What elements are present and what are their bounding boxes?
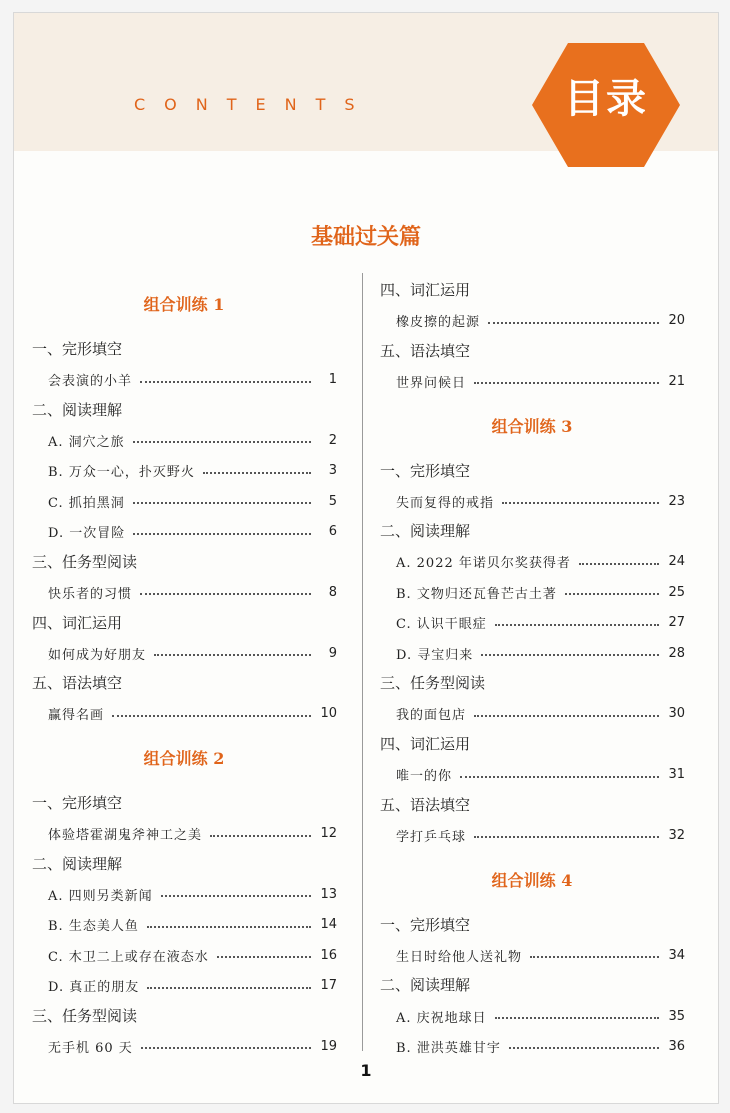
section-title: 一、完形填空 [32,340,123,358]
entry-title: B. 泄洪英雄甘宇 [396,1040,501,1056]
entry-page-number: 17 [320,978,337,994]
group-heading: 组合训练 4 [491,870,573,890]
section-title: 五、语法填空 [380,341,471,360]
toc-entry [31,940,337,970]
dot-leader [210,835,311,837]
dot-leader [140,381,311,383]
dot-leader [203,472,311,474]
entry-title: B. 生态美人鱼 [48,919,139,935]
entry-title: 唯一的你 [396,769,453,785]
section-title: 五、语法填空 [32,674,123,693]
dot-leader [502,502,659,504]
entry-title: D. 一次冒险 [48,526,126,542]
dot-leader [460,776,659,778]
toc-entry [31,699,337,729]
entry-title: 赢得名画 [48,708,105,724]
section-title: 二、阅读理解 [380,522,471,541]
contents-label: CONTENTS [134,95,374,114]
section-title: 三、任务型阅读 [32,1006,138,1025]
entry-title: 橡皮擦的起源 [396,315,481,331]
group-heading: 组合训练 3 [491,416,573,436]
dot-leader [565,593,659,595]
entry-page-number: 16 [320,947,337,963]
entry-page-number: 9 [328,645,337,661]
entry-page-number: 19 [320,1038,337,1054]
entry-page-number: 36 [668,1038,685,1054]
section-title: 三、任务型阅读 [380,674,486,693]
dot-leader [474,382,659,384]
entry-page-number: 31 [668,767,685,783]
entry-page-number: 2 [328,432,337,448]
dot-leader [133,441,311,443]
section-title: 四、词汇运用 [32,613,123,632]
toc-page [13,12,719,1104]
entry-page-number: 5 [328,493,337,509]
toc-entry [379,638,685,668]
entry-title: 如何成为好朋友 [48,647,147,663]
entry-page-number: 14 [320,917,337,933]
toc-entry [379,547,685,577]
dot-leader [217,956,311,958]
entry-page-number: 13 [320,886,337,902]
toc-title: 目录 [564,76,648,122]
column-divider [362,273,363,1051]
group-heading: 组合训练 1 [143,295,225,314]
toc-entry [379,1031,685,1061]
entry-page-number: 32 [668,827,685,843]
toc-entry [31,425,337,455]
toc-entry [31,970,337,1000]
page-number: 1 [360,1061,372,1080]
entry-page-number: 25 [668,584,685,600]
dot-leader [140,593,311,595]
entry-page-number: 23 [668,493,685,509]
dot-leader [495,624,659,626]
dot-leader [147,926,311,928]
entry-title: C. 抓拍黑洞 [48,495,125,511]
entry-page-number: 6 [328,524,337,540]
entry-page-number: 20 [668,313,685,329]
dot-leader [474,715,659,717]
entry-page-number: 12 [320,826,337,842]
entry-title: A. 2022 年诺贝尔奖获得者 [396,556,571,572]
entry-title: B. 文物归还瓦鲁芒古土著 [396,586,557,602]
entry-page-number: 21 [668,373,685,389]
entry-page-number: 35 [668,1008,685,1024]
entry-page-number: 30 [668,706,685,722]
toc-entry [31,638,337,668]
entry-title: C. 木卫二上或存在液态水 [48,949,209,965]
entry-page-number: 28 [668,645,685,661]
dot-leader [481,654,659,656]
entry-title: 我的面包店 [396,708,467,724]
group-heading: 组合训练 2 [143,749,225,769]
dot-leader [112,715,311,717]
entry-title: 世界问候日 [396,375,467,391]
toc-entry [31,364,337,394]
entry-page-number: 24 [668,554,685,570]
entry-title: 快乐者的习惯 [48,586,133,602]
toc-entry [379,366,685,396]
dot-leader [530,956,659,958]
entry-title: D. 寻宝归来 [396,647,474,663]
entry-title: 学打乒乓球 [396,829,467,845]
dot-leader [495,1017,659,1019]
entry-title: 体验塔霍湖鬼斧神工之美 [48,828,203,844]
section-title: 一、完形填空 [32,794,123,813]
toc-entry [31,1031,337,1061]
section-title: 二、阅读理解 [32,400,123,419]
section-title: 三、任务型阅读 [32,552,138,571]
toc-entry [379,940,685,970]
dot-leader [488,322,659,324]
entry-page-number: 34 [668,947,685,963]
dot-leader [141,1047,311,1049]
entry-title: D. 真正的朋友 [48,980,140,996]
toc-entry [31,879,337,909]
toc-entry [379,1001,685,1031]
entry-title: 生日时给他人送礼物 [396,949,523,965]
dot-leader [474,836,659,838]
entry-title: 失而复得的戒指 [396,495,495,511]
dot-leader [161,895,311,897]
section-title: 四、词汇运用 [380,735,471,754]
entry-title: 会表演的小羊 [48,374,133,390]
toc-entry [31,456,337,486]
toc-entry [31,516,337,546]
dot-leader [154,654,311,656]
entry-page-number: 3 [328,463,337,479]
toc-entry [379,699,685,729]
toc-entry [379,608,685,638]
entry-page-number: 8 [328,584,337,600]
entry-title: A. 洞穴之旅 [48,434,125,450]
entry-title: B. 万众一心，扑灭野火 [48,465,195,481]
entry-page-number: 27 [668,615,685,631]
dot-leader [147,987,311,989]
section-title: 五、语法填空 [380,795,471,814]
entry-page-number: 1 [328,372,337,388]
dot-leader [509,1047,659,1049]
section-title: 一、完形填空 [380,915,471,934]
toc-entry [379,577,685,607]
section-title: 一、完形填空 [380,461,471,480]
left-column [31,275,337,1062]
toc-entry [31,486,337,516]
toc-entry [31,910,337,940]
right-column [379,275,685,1062]
toc-entry [379,820,685,850]
dot-leader [133,533,311,535]
section-heading: 基础过关篇 [310,224,421,250]
section-title: 四、词汇运用 [380,281,471,299]
toc-entry [379,759,685,789]
section-title: 二、阅读理解 [380,976,471,995]
toc-entry [379,486,685,516]
toc-entry [379,305,685,335]
toc-entry [31,818,337,848]
toc-entry [31,577,337,607]
entry-title: C. 认识干眼症 [396,617,487,633]
section-title: 二、阅读理解 [32,854,123,873]
entry-title: A. 四则另类新闻 [48,888,153,904]
entry-title: 无手机 60 天 [48,1040,133,1056]
entry-page-number: 10 [320,706,337,722]
dot-leader [579,563,659,565]
dot-leader [133,502,311,504]
entry-title: A. 庆祝地球日 [396,1010,487,1026]
